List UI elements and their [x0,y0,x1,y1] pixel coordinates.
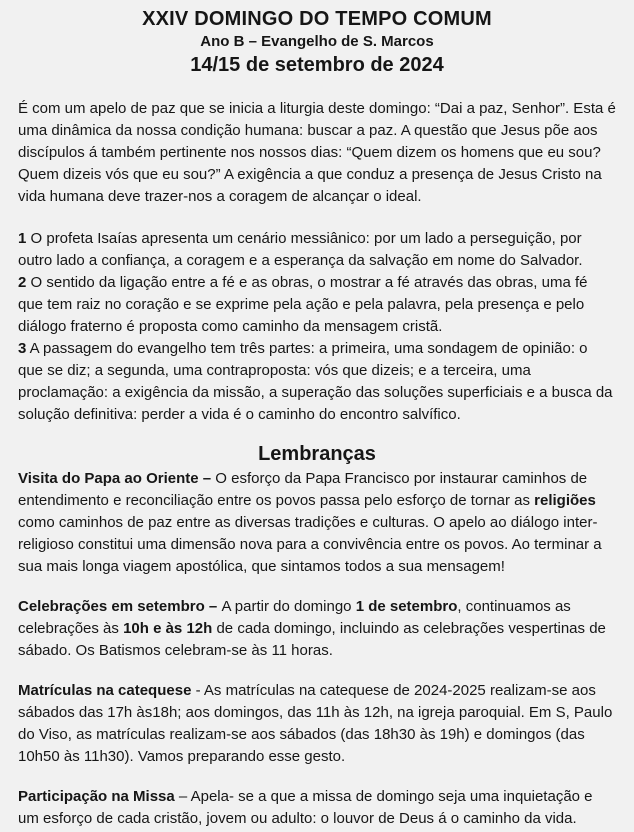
lembrancas-paragraph-celebracoes: Celebrações em setembro – A partir do domingo 1 de setembro, continuamos as celebrações às 10h e às 12h de cada domingo, incluindo as celebrações vespertinas de sábado. Os Batismos celebram-se às 11 horas. [18,598,606,659]
commentary-item-3: 3 A passagem do evangelho tem três partes: a primeira, uma sondagem de opinião: o que se diz; a segunda, uma contraproposta: vós que dizeis; e a terceira, uma proclamação: a exigência da missão, a superação das soluções superficiais e a busca da solução definitiva: perder a vida é o caminho do encontro salvífico. [18,340,613,423]
document-header [18,6,616,78]
commentary-item-1: 1 O profeta Isaías apresenta um cenário messiânico: por um lado a perseguição, por outro lado a confiança, a coragem e a esperança da salvação em nome do Salvador. [18,230,583,269]
lembrancas-paragraph-matriculas: Matrículas na catequese - As matrículas na catequese de 2024-2025 realizam-se aos sábados das 17h às18h; aos domingos, das 11h às 12h, na igreja paroquial. Em S, Paulo do Viso, as matrículas realizam-se aos sábados (das 18h30 às 19h) e domingos (das 10h50 às 11h30). Vamos preparando esse gesto. [18,682,613,765]
lembrancas-heading: Lembranças [258,443,376,465]
lembrancas-paragraph-participacao: Participação na Missa – Apela- se a que a missa de domingo seja uma inquietação e um esforço de cada cristão, jovem ou adulto: o louvor de Deus á o caminho da vida. [18,788,593,827]
commentary-section [18,228,616,426]
commentary-item-2: 2 O sentido da ligação entre a fé e as obras, o mostrar a fé através das obras, uma fé que tem raiz no coração e se exprime pela ação e pela palavra, pela presença e pelo diálogo fraterno é proposta como caminho da mensagem cristã. [18,274,588,335]
lembrancas-section [18,468,616,830]
page-subtitle: Ano B – Evangelho de S. Marcos [200,33,434,50]
page-date: 14/15 de setembro de 2024 [190,54,444,76]
lembrancas-paragraph-visita-papa: Visita do Papa ao Oriente – O esforço da Papa Francisco por instaurar caminhos de entendimento e reconciliação entre os povos passa pelo esforço de tornar as religiões como caminhos de paz entre as diversas tradições e culturas. O apelo ao diálogo inter-religioso constitui uma dimensão nova para a convivência entre os povos. Ao terminar a sua mais longa viagem apostólica, que sintamos todos a sua mensagem! [18,470,602,575]
intro-paragraph: É com um apelo de paz que se inicia a liturgia deste domingo: “Dai a paz, Senhor”. Esta é uma dinâmica da nossa condição humana: buscar a paz. A questão que Jesus põe aos discípulos á também pertinente nos nossos dias: “Quem dizem os homens que eu sou? Quem dizeis vós que eu sou?” A exigência a que conduz a presença de Jesus Cristo na vida humana deve trazer-nos a coragem de alcançar o ideal. [18,100,616,205]
page-title: XXIV DOMINGO DO TEMPO COMUM [142,8,492,30]
